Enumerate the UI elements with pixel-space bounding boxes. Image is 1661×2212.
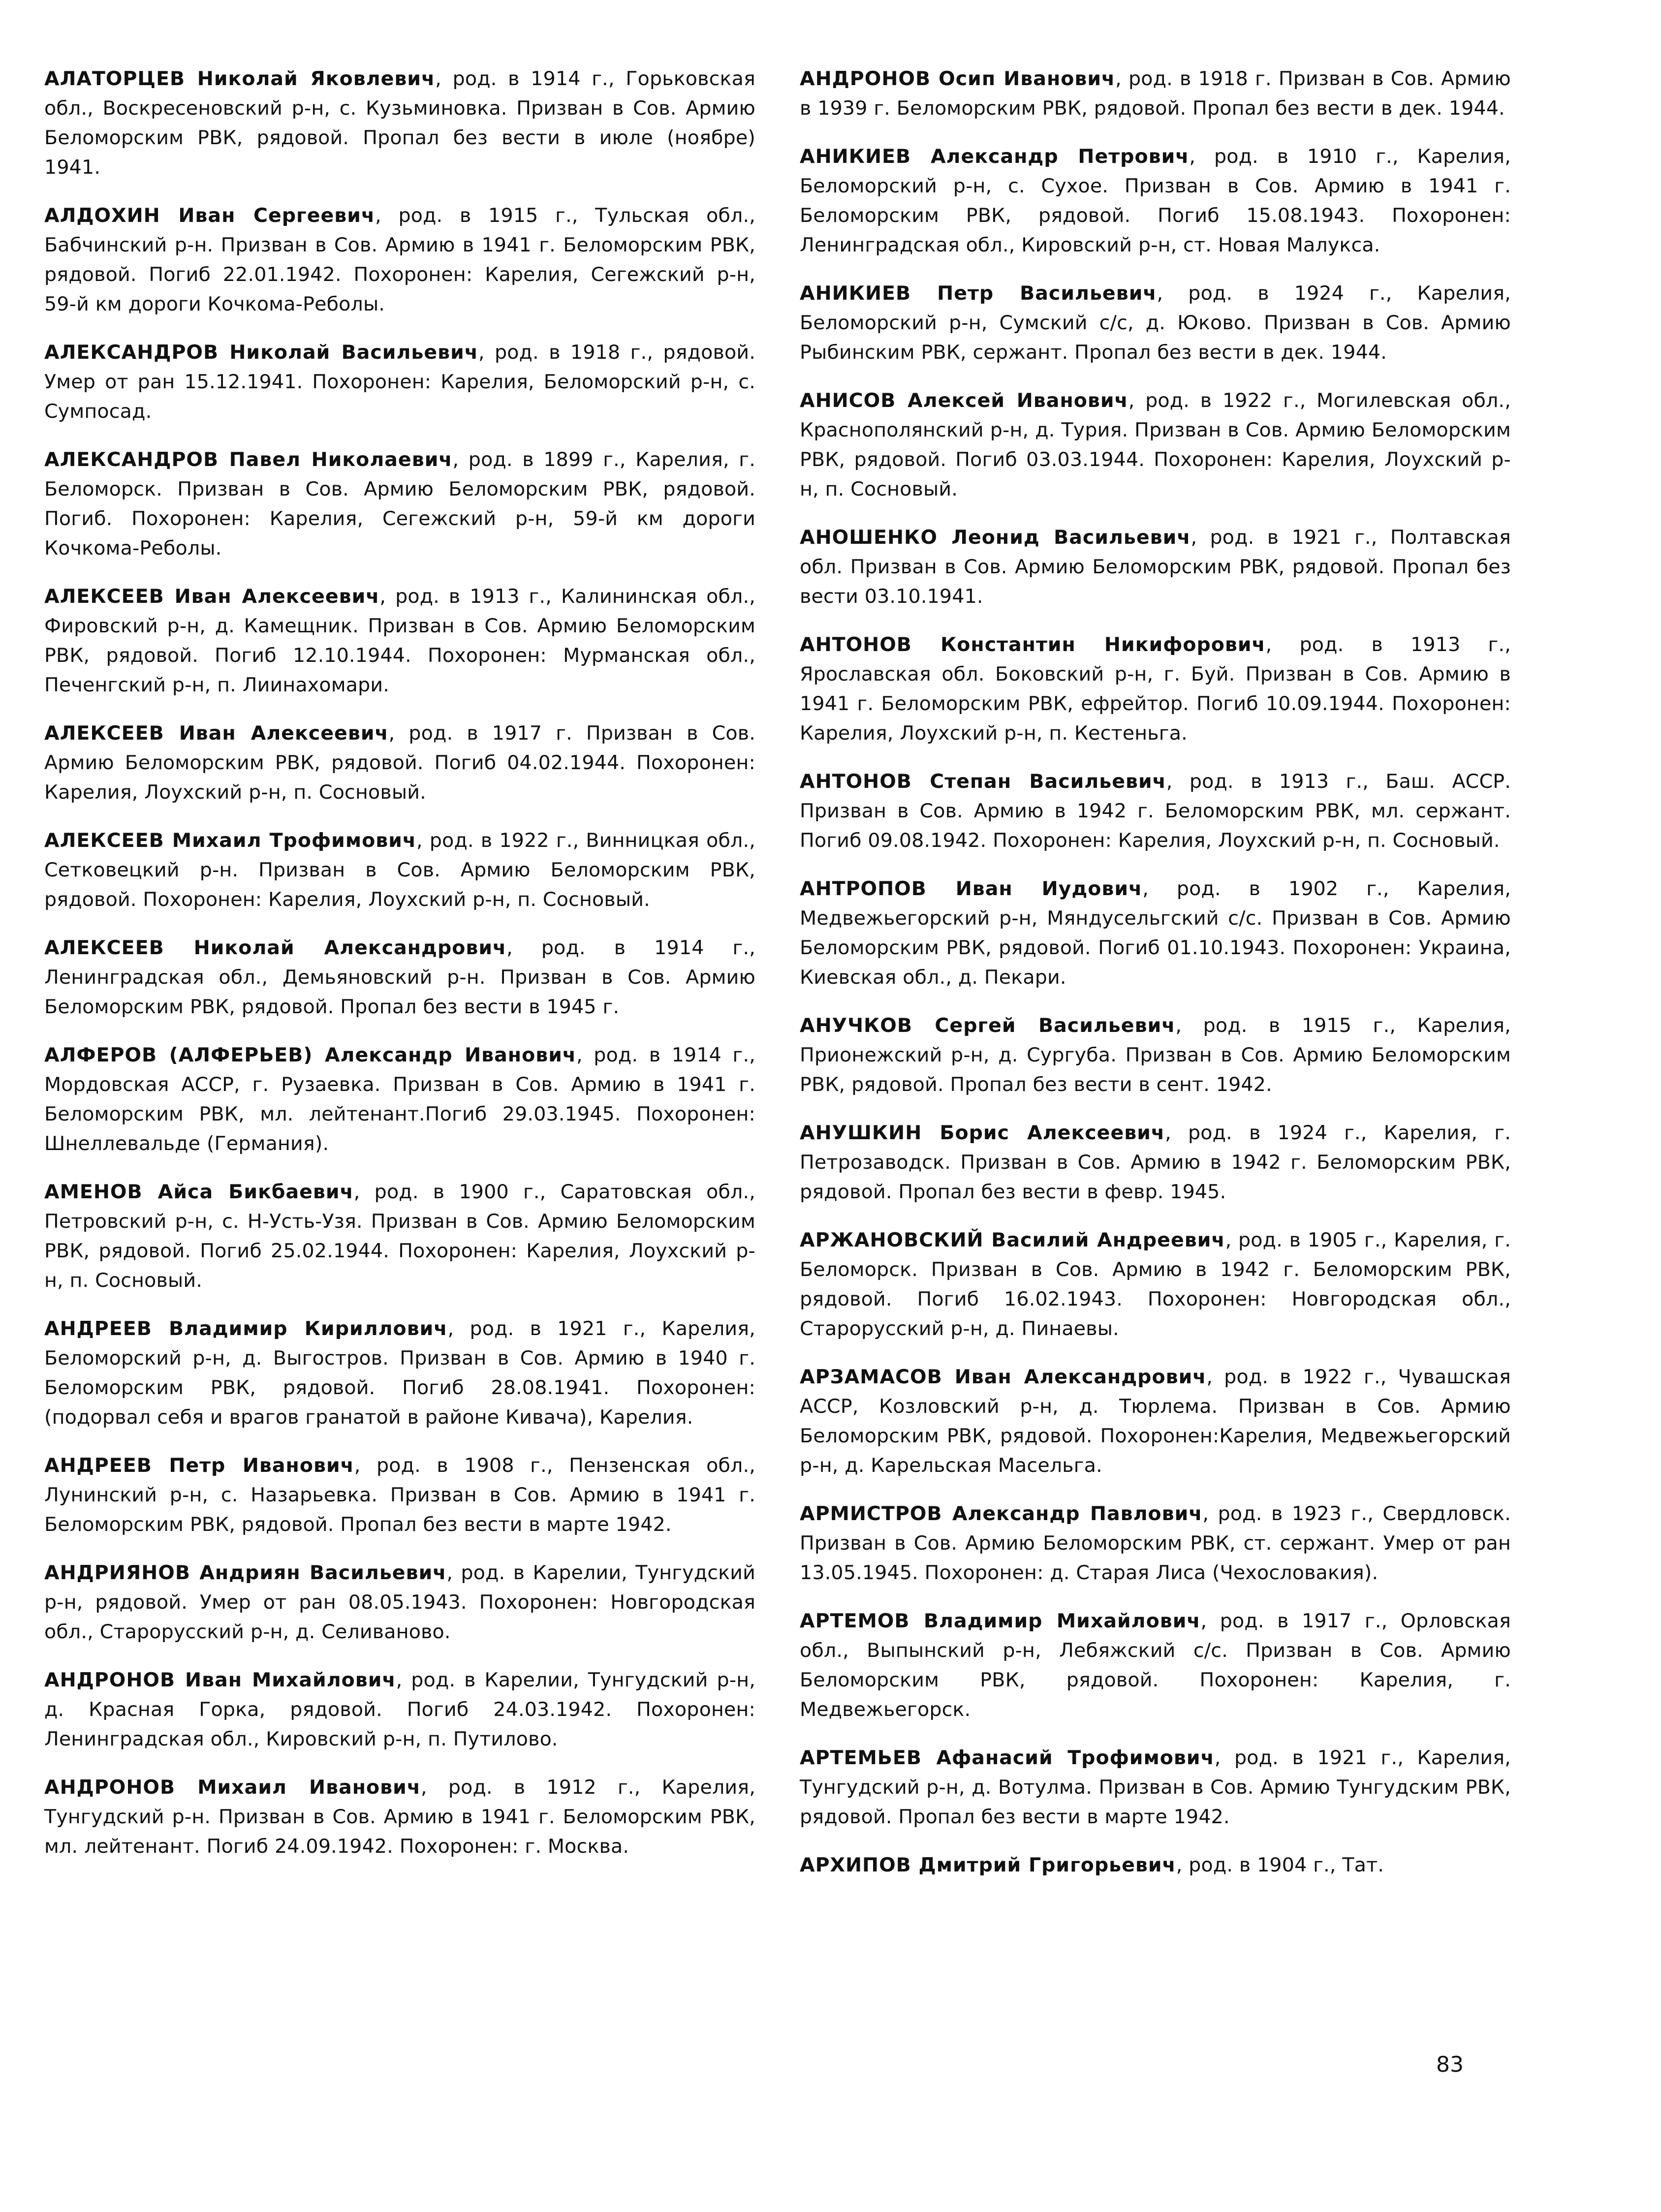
record-entry <box>44 1558 755 1647</box>
person-name: АНДРЕЕВ Петр Иванович <box>44 1454 354 1477</box>
record-entry <box>44 933 755 1022</box>
record-entry <box>800 1499 1511 1588</box>
record-entry <box>44 1177 755 1295</box>
person-name: АЛЕКСАНДРОВ Павел Николаевич <box>44 448 453 471</box>
record-entry <box>800 630 1511 748</box>
record-text: , род. в 1900 г., Саратовская обл., Петровский р-н, с. Н-Усть-Узя. Призван в Сов. Армию Беломорским РВК, рядовой. Погиб 25.02.1944. Похоронен: Карелия, Лоухский р-н, п. Сосновый. <box>44 1181 755 1292</box>
record-entry <box>800 874 1511 992</box>
record-text: , род. в 1923 г., Свердловск. Призван в Сов. Армию Беломорским РВК, ст. сержант. Умер от ран 13.05.1945. Похоронен: д. Старая Лиса (Чехословакия). <box>800 1502 1511 1584</box>
person-name: АЛФЕРОВ (АЛФЕРЬЕВ) Александр Иванович <box>44 1044 577 1066</box>
person-name: АНУШКИН Борис Алексеевич <box>800 1122 1165 1144</box>
record-text: , род. в 1915 г., Тульская обл., Бабчинский р-н. Призван в Сов. Армию в 1941 г. Беломорским РВК, рядовой. Погиб 22.01.1942. Похоронен: Карелия, Сегежский р-н, 59-й км дороги Кочкома-Реболы. <box>44 204 755 315</box>
record-entry <box>44 338 755 426</box>
person-name: АНДРОНОВ Осип Иванович <box>800 67 1116 90</box>
record-entry <box>44 826 755 914</box>
page-number: 83 <box>1436 2052 1464 2077</box>
record-entry <box>800 1362 1511 1480</box>
record-text: , род. в 1905 г., Карелия, г. Беломорск. Призван в Сов. Армию в 1942 г. Беломорским РВК, рядовой. Погиб 16.02.1943. Похоронен: Новгородская обл., Старорусский р-н, д. Пинаевы. <box>800 1229 1511 1340</box>
person-name: АМЕНОВ Айса Бикбаевич <box>44 1181 354 1203</box>
record-entry <box>800 1225 1511 1343</box>
record-text: , род. в 1912 г., Карелия, Тунгудский р-н. Призван в Сов. Армию в 1941 г. Беломорским РВК, мл. лейтенант. Погиб 24.09.1942. Похоронен: г. Москва. <box>44 1776 755 1858</box>
record-text: , род. в 1914 г., Горьковская обл., Воскресеновский р-н, с. Кузьминовка. Призван в Сов. Армию Беломорским РВК, рядовой. Пропал без вести в июле (ноябре) 1941. <box>44 67 755 179</box>
record-entry <box>800 1606 1511 1724</box>
record-text: , род. в 1921 г., Полтавская обл. Призван в Сов. Армию Беломорским РВК, рядовой. Пропал без вести 03.10.1941. <box>800 526 1511 608</box>
record-entry <box>800 1011 1511 1099</box>
person-name: АНДРОНОВ Михаил Иванович <box>44 1776 421 1799</box>
record-entry <box>800 279 1511 367</box>
record-entry <box>800 386 1511 504</box>
record-text: , род. в 1924 г., Карелия, г. Петрозаводск. Призван в Сов. Армию в 1942 г. Беломорским РВК, рядовой. Пропал без вести в февр. 1945. <box>800 1122 1511 1203</box>
person-name: АНДРЕЕВ Владимир Кириллович <box>44 1317 448 1340</box>
person-name: АНТОНОВ Степан Васильевич <box>800 770 1166 793</box>
record-text: , род. в 1914 г., Мордовская АССР, г. Рузаевка. Призван в Сов. Армию в 1941 г. Беломорским РВК, мл. лейтенант.Погиб 29.03.1945. Похоронен: Шнеллевальде (Германия). <box>44 1044 755 1155</box>
record-text: , род. в 1915 г., Карелия, Прионежский р-н, д. Сургуба. Призван в Сов. Армию Беломорским РВК, рядовой. Пропал без вести в сент. 1942. <box>800 1014 1511 1096</box>
person-name: АЛДОХИН Иван Сергеевич <box>44 204 376 227</box>
record-text: , род. в 1922 г., Винницкая обл., Сетковецкий р-н. Призван в Сов. Армию Беломорским РВК, рядовой. Похоронен: Карелия, Лоухский р-н, п. Сосновый. <box>44 829 755 911</box>
record-entry <box>44 1451 755 1539</box>
record-text: , род. в 1924 г., Карелия, Беломорский р-н, Сумский с/с, д. Юково. Призван в Сов. Армию Рыбинским РВК, сержант. Пропал без вести в дек. 1944. <box>800 282 1511 364</box>
person-name: АЛЕКСЕЕВ Михаил Трофимович <box>44 829 417 852</box>
record-text: , род. в 1899 г., Карелия, г. Беломорск. Призван в Сов. Армию Беломорским РВК, рядовой. Погиб. Похоронен: Карелия, Сегежский р-н, 59-й км дороги Кочкома-Реболы. <box>44 448 755 560</box>
person-name: АНИКИЕВ Александр Петрович <box>800 145 1190 168</box>
record-entry <box>44 1040 755 1158</box>
record-text: , род. в 1904 г., Тат. <box>1176 1854 1384 1876</box>
person-name: АЛЕКСАНДРОВ Николай Васильевич <box>44 341 478 364</box>
record-entry <box>44 718 755 807</box>
record-text: , род. в 1908 г., Пензенская обл., Лунинский р-н, с. Назарьевка. Призван в Сов. Армию в 1941 г. Беломорским РВК, рядовой. Пропал без вести в марте 1942. <box>44 1454 755 1536</box>
record-entry <box>800 142 1511 260</box>
record-entry <box>44 64 755 182</box>
record-entry <box>800 1850 1511 1880</box>
record-entry <box>44 1314 755 1432</box>
person-name: АРМИСТРОВ Александр Павлович <box>800 1502 1203 1525</box>
record-text: , род. в 1918 г. Призван в Сов. Армию в 1939 г. Беломорским РВК, рядовой. Пропал без вести в дек. 1944. <box>800 67 1511 120</box>
person-name: АНИКИЕВ Петр Васильевич <box>800 282 1157 305</box>
record-text: , род. в 1913 г., Баш. АССР. Призван в Сов. Армию в 1942 г. Беломорским РВК, мл. сержант. Погиб 09.08.1942. Похоронен: Карелия, Лоухский р-н, п. Сосновый. <box>800 770 1511 852</box>
record-entry <box>800 523 1511 611</box>
record-entry <box>44 582 755 700</box>
right-column <box>800 64 1511 1899</box>
record-entry <box>44 1665 755 1754</box>
record-text: , род. в 1922 г., Могилевская обл., Краснополянский р-н, д. Турия. Призван в Сов. Армию Беломорским РВК, рядовой. Погиб 03.03.1944. Похоронен: Карелия, Лоухский р-н, п. Сосновый. <box>800 389 1511 500</box>
person-name: АРТЕМОВ Владимир Михайлович <box>800 1610 1201 1632</box>
record-text: , род. в 1913 г., Калининская обл., Фировский р-н, д. Камещник. Призван в Сов. Армию Беломорским РВК, рядовой. Погиб 12.10.1944. Похоронен: Мурманская обл., Печенгский р-н, п. Лиинахомари. <box>44 585 755 696</box>
record-text: , род. в 1922 г., Чувашская АССР, Козловский р-н, д. Тюрлема. Призван в Сов. Армию Беломорским РВК, рядовой. Похоронен:Карелия, Медвежьегорский р-н, д. Карельская Масельга. <box>800 1366 1511 1477</box>
left-column <box>44 64 755 1880</box>
record-text: , род. в Карелии, Тунгудский р-н, д. Красная Горка, рядовой. Погиб 24.03.1942. Похоронен: Ленинградская обл., Кировский р-н, п. Путилово. <box>44 1669 755 1750</box>
record-text: , род. в 1914 г., Ленинградская обл., Демьяновский р-н. Призван в Сов. Армию Беломорским РВК, рядовой. Пропал без вести в 1945 г. <box>44 936 755 1018</box>
record-entry <box>44 445 755 563</box>
record-text: , род. в 1917 г. Призван в Сов. Армию Беломорским РВК, рядовой. Погиб 04.02.1944. Похоронен: Карелия, Лоухский р-н, п. Сосновый. <box>44 722 755 804</box>
record-text: , род. в Карелии, Тунгудский р-н, рядовой. Умер от ран 08.05.1943. Похоронен: Новгородская обл., Старорусский р-н, д. Селиваново. <box>44 1561 755 1643</box>
person-name: АНДРОНОВ Иван Михайлович <box>44 1669 396 1691</box>
person-name: АЛЕКСЕЕВ Иван Алексеевич <box>44 585 380 608</box>
person-name: АНОШЕНКО Леонид Васильевич <box>800 526 1191 549</box>
record-entry <box>800 64 1511 123</box>
person-name: АНДРИЯНОВ Андриян Васильевич <box>44 1561 447 1584</box>
record-text: , род. в 1910 г., Карелия, Беломорский р-н, с. Сухое. Призван в Сов. Армию в 1941 г. Беломорским РВК, рядовой. Погиб 15.08.1943. Похоронен: Ленинградская обл., Кировский р-н, ст. Новая Малукса. <box>800 145 1511 256</box>
record-text: , род. в 1917 г., Орловская обл., Выпынский р-н, Лебяжский с/с. Призван в Сов. Армию Беломорским РВК, рядовой. Похоронен: Карелия, г. Медвежьегорск. <box>800 1610 1511 1721</box>
record-text: , род. в 1918 г., рядовой. Умер от ран 15.12.1941. Похоронен: Карелия, Беломорский р-н, с. Сумпосад. <box>44 341 755 423</box>
person-name: АЛАТОРЦЕВ Николай Яковлевич <box>44 67 436 90</box>
person-name: АРЖАНОВСКИЙ Василий Андреевич <box>800 1229 1225 1251</box>
person-name: АНТОНОВ Константин Никифорович <box>800 633 1266 656</box>
record-text: , род. в 1921 г., Карелия, Беломорский р-н, д. Выгостров. Призван в Сов. Армию в 1940 г. Беломорским РВК, рядовой. Погиб 28.08.1941. Похоронен: (подорвал себя и врагов гранатой в районе Кивача), Карелия. <box>44 1317 755 1429</box>
person-name: АРТЕМЬЕВ Афанасий Трофимович <box>800 1746 1215 1769</box>
record-entry <box>800 1118 1511 1207</box>
record-entry <box>44 1773 755 1861</box>
person-name: АЛЕКСЕЕВ Иван Алексеевич <box>44 722 389 745</box>
record-entry <box>800 1743 1511 1832</box>
record-entry <box>44 201 755 319</box>
person-name: АНТРОПОВ Иван Иудович <box>800 877 1143 900</box>
record-text: , род. в 1902 г., Карелия, Медвежьегорский р-н, Мяндусельгский с/с. Призван в Сов. Армию Беломорским РВК, рядовой. Погиб 01.10.1943. Похоронен: Украина, Киевская обл., д. Пекари. <box>800 877 1511 989</box>
person-name: АНУЧКОВ Сергей Васильевич <box>800 1014 1176 1037</box>
record-text: , род. в 1921 г., Карелия, Тунгудский р-н, д. Вотулма. Призван в Сов. Армию Тунгудским РВК, рядовой. Пропал без вести в марте 1942. <box>800 1746 1511 1828</box>
person-name: АРХИПОВ Дмитрий Григорьевич <box>800 1854 1176 1876</box>
record-text: , род. в 1913 г., Ярославская обл. Боковский р-н, г. Буй. Призван в Сов. Армию в 1941 г. Беломорским РВК, ефрейтор. Погиб 10.09.1944. Похоронен: Карелия, Лоухский р-н, п. Кестеньга. <box>800 633 1511 745</box>
person-name: АНИСОВ Алексей Иванович <box>800 389 1128 412</box>
person-name: АЛЕКСЕЕВ Николай Александрович <box>44 936 507 959</box>
person-name: АРЗАМАСОВ Иван Александрович <box>800 1366 1207 1388</box>
record-entry <box>800 767 1511 855</box>
